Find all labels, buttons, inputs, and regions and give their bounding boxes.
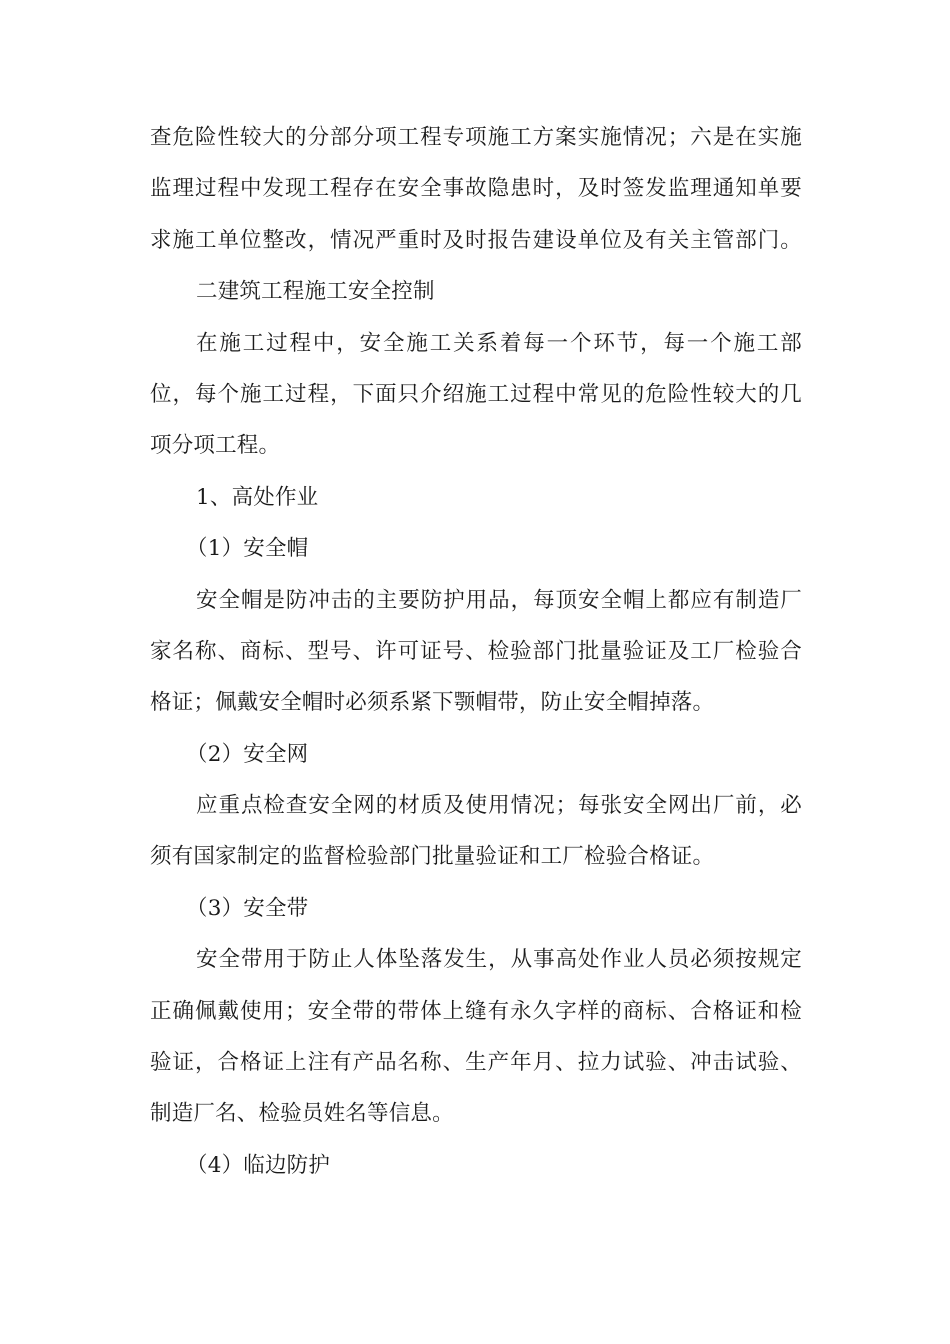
body-text-line: 家名称、商标、型号、许可证号、检验部门批量验证及工厂检验合 <box>150 638 802 664</box>
body-text-line: 监理过程中发现工程存在安全事故隐患时，及时签发监理通知单要 <box>150 176 802 202</box>
body-text-line: 安全帽是防冲击的主要防护用品，每顶安全帽上都应有制造厂 <box>196 587 802 613</box>
body-text-line: 在施工过程中，安全施工关系着每一个环节，每一个施工部 <box>196 330 802 356</box>
body-text-line: 须有国家制定的监督检验部门批量验证和工厂检验合格证。 <box>150 844 715 870</box>
body-text-line: 正确佩戴使用；安全带的带体上缝有永久字样的商标、合格证和检 <box>150 998 802 1024</box>
body-text-line: 验证，合格证上注有产品名称、生产年月、拉力试验、冲击试验、 <box>150 1050 802 1076</box>
body-text-line: 位，每个施工过程，下面只介绍施工过程中常见的危险性较大的几 <box>150 381 802 407</box>
item-heading: （4）临边防护 <box>186 1152 331 1178</box>
subsection-heading: 1、高处作业 <box>196 484 319 510</box>
body-text-line: 制造厂名、检验员姓名等信息。 <box>150 1101 454 1127</box>
body-text-line: 安全带用于防止人体坠落发生，从事高处作业人员必须按规定 <box>196 947 802 973</box>
document-page <box>150 112 802 1191</box>
body-text-line: 求施工单位整改，情况严重时及时报告建设单位及有关主管部门。 <box>150 227 802 253</box>
body-text-line: 查危险性较大的分部分项工程专项施工方案实施情况；六是在实施 <box>150 125 802 150</box>
body-text-line: 应重点检查安全网的材质及使用情况；每张安全网出厂前，必 <box>196 793 802 819</box>
section-heading: 二建筑工程施工安全控制 <box>196 279 435 305</box>
body-text-line: 格证；佩戴安全帽时必须系紧下颚帽带，防止安全帽掉落。 <box>150 690 715 716</box>
item-heading: （3）安全带 <box>186 895 309 921</box>
item-heading: （2）安全网 <box>186 741 309 767</box>
body-text-line: 项分项工程。 <box>150 433 281 459</box>
item-heading: （1）安全帽 <box>186 536 309 562</box>
